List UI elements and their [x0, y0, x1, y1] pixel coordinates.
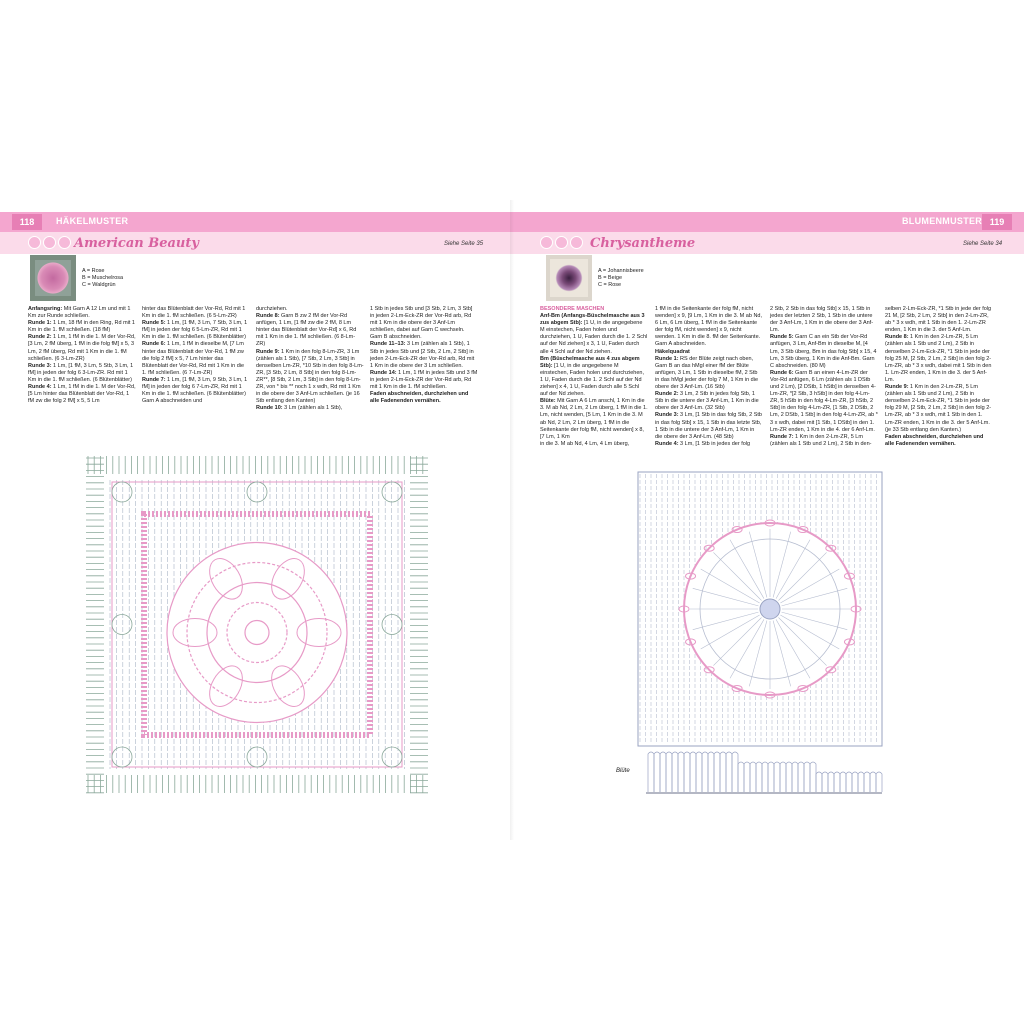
- instruction-paragraph: [28, 363, 136, 384]
- center-ring: [760, 599, 780, 619]
- instruction-paragraph: [655, 356, 763, 391]
- instruction-step-label: Runde 7:: [770, 433, 794, 440]
- instruction-step-label: Runde 8:: [885, 334, 909, 341]
- instruction-step-label: Bm (Büschelmasche aus 4 zus abgem Stb):: [540, 355, 640, 369]
- chain-loop: [822, 772, 828, 792]
- chain-loop: [798, 762, 804, 792]
- instructions-col-1-right: [540, 306, 648, 448]
- instruction-step-text: [1 U, in die angegebene M einstechen, Faden holen und durchziehen, 1 U, Faden durch die 1. 2 Schl auf der Nd ziehen] x 3, 1 U, Faden durch alle 4 Schl auf der Nd ziehen.: [540, 320, 648, 355]
- instruction-step-text: 3 Lm, [1 Stb in jedes der folg: [678, 440, 751, 447]
- page-number-left: 118: [12, 214, 42, 230]
- instruction-step-label: Runde 10:: [256, 405, 283, 412]
- instruction-paragraph: [142, 377, 250, 405]
- instruction-paragraph: [885, 384, 993, 434]
- chain-loop: [708, 752, 714, 792]
- page-number-right: 119: [982, 214, 1012, 230]
- pattern-title-right: Chrysantheme: [590, 236, 696, 251]
- chain-loop: [846, 772, 852, 792]
- instruction-step-text: 1 fM in die Seitenkante der folg fM, nicht wenden] x 9, [9 Lm, 1 Km in die 3. M ab Nd, 6 Lm, 6 Lm überg, 1 fM in die Seitenkante der folg fM, nicht wenden] x 9, nicht wenden. 1 Km in die 8. fM der Seitenkante. Garn A abschneiden.: [655, 306, 762, 348]
- instruction-paragraph: [370, 306, 478, 341]
- instruction-step-label: Häkelquadrat: [655, 348, 690, 355]
- instruction-step-text: 1 Lm, 1 fM in jedes Stb und 3 fM in jeden 2-Lm-Eck-ZR der Vor-Rd arb, Rd mit 1 Km in die 1. fM schließen.: [370, 369, 478, 391]
- chain-loop: [816, 772, 822, 792]
- instructions-col-3-right: [770, 306, 878, 448]
- instruction-step-label: Runde 2:: [655, 391, 679, 398]
- instruction-step-label: Anf-Bm (Anfangs-Büschelmasche aus 3 zus abgem Stb):: [540, 313, 645, 327]
- instruction-step-text: Garn B an einen 4-Lm-ZR der Vor-Rd anfügen, 6 Lm (zählen als 1 DStb und 2 Lm), [2 DStb, 1 hStb] in denselben 4-Lm-ZR, *[2 Stb, 3 hStb] in den folg 4-Lm-ZR, 5 hStb in den folg 4-Lm-ZR, [3 hStb, 2 Stb] in den folg 4-Lm-ZR, [1 Stb, 2 DStb, 2 Lm, 2 DStb, 1 Stb] in den folg 4-Lm-ZR, ab * 3 x wdh, dabei mit [1 Stb, 1 DStb] in den 1. Lm-ZR enden, 1 Km in die 4. der 6 Anf-Lm.: [770, 369, 878, 433]
- instruction-step-text: 1 Km in den 2-Lm-ZR, 5 Lm (zählen als 1 Stb und 2 Lm), 2 Stb in den-: [770, 433, 872, 447]
- instruction-step-text: 1 Lm, 1 fM in die 1. M der Vor-Rd, [5 Lm hinter das Blütenblatt der Vor-Rd, 1 fM zw die folg 2 fM] x 5, 5 Lm: [28, 384, 136, 405]
- chain-loop: [654, 752, 660, 792]
- instruction-step-label: Runde 1:: [655, 355, 679, 362]
- instruction-step-text: 1 Lm, 1 fM in dieselbe M, [7 Lm hinter das Blütenblatt der Vor-Rd, 1 fM zw die folg 2 fM] x 5, 7 Lm hinter das Blütenblatt der Vor-Rd, Rd mit 1 Km in die 1. fM schließen. (6 7-Lm-ZR): [142, 341, 245, 376]
- section-title-right: BLUMENMUSTER: [902, 216, 983, 226]
- chain-loop: [678, 752, 684, 792]
- chain-loop: [792, 762, 798, 792]
- instruction-step-text: 1 Km in den 2-Lm-ZR, 5 Lm (zählen als 1 Stb und 2 Lm), 2 Stb in denselben 2-Lm-Eck-ZR, *1 Stb in jede der folg 29 M, [2 Stb, 2 Lm, 2 Stb] in den folg 2-Lm-ZR, ab * 3 x wdh, mit 1 Stb in den 1. Lm-ZR enden, 1 Km in die 3. der 5 Anf-Lm. (je 33 Stb entlang den Kanten.): [885, 384, 992, 433]
- legend-item: A = Johannisbeere: [598, 268, 644, 274]
- instruction-paragraph: [540, 398, 648, 441]
- instruction-paragraph: [142, 341, 250, 376]
- instruction-step-text: 2 Stb, 2 Stb in das folg Stb] x 15, 1 Stb in jedes der letzten 2 Stb, 1 Stb in die untere der 3 Anf-Lm, 1 Km in die obere der 3 Anf-Lm.: [770, 306, 874, 334]
- swatch-flower-right: [550, 259, 588, 297]
- chain-loop: [690, 752, 696, 792]
- instruction-step-label: Runde 11–13:: [370, 341, 406, 348]
- instruction-paragraph: [540, 356, 648, 399]
- instruction-paragraph: [28, 334, 136, 362]
- instruction-paragraph: [540, 441, 648, 448]
- instruction-step-label: Runde 14:: [370, 369, 397, 376]
- instruction-step-label: Runde 5:: [142, 320, 166, 327]
- instruction-paragraph: [370, 341, 478, 369]
- swatch-photo-right: [546, 255, 592, 301]
- instruction-paragraph: [770, 334, 878, 369]
- instruction-step-text: 1 Stb in jedes Stb und [3 Stb, 2 Lm, 3 Stb] in jeden 2-Lm-Eck-ZR der Vor-Rd arb, Rd mit 1 Km in die obere der 3 Anf-Lm schließen, dabei auf Garn C wechseln. Garn B abschneiden.: [370, 306, 473, 341]
- chain-loop: [732, 752, 738, 792]
- instruction-step-text: RS der Blüte zeigt nach oben, Garn B an das hMgl einer fM der Blüte anfügen, 3 Lm, 1 Stb in dieselbe fM, 2 Stb in das hMgl jeder der folg 7 M, 1 Km in die obere der 3 Anf-Lm. (16 Stb): [655, 355, 759, 391]
- star-icon: [43, 236, 56, 249]
- instructions-col-2-right: [655, 306, 763, 448]
- instruction-paragraph: [885, 306, 993, 334]
- instruction-paragraph: [28, 320, 136, 334]
- instruction-step-text: 1 Km in den folg 8-Lm-ZR, 3 Lm (zählen als 1 Stb), [7 Stb, 2 Lm, 3 Stb] in denselben Lm-ZR, *10 Stb in den folg 8-Lm-ZR, [3 Stb, 2 Lm, 8 Stb] in den folg 8-Lm-ZR**, [8 Stb, 2 Lm, 3 Stb] in den folg 8-Lm-ZR, von * bis ** noch 1 x wdh, Rd mit 1 Km in die obere der 3 Anf-Lm schließen. (je 16 Stb entlang den Kanten): [256, 348, 364, 405]
- chain-loop: [750, 762, 756, 792]
- chain-loop: [786, 762, 792, 792]
- legend-item: A = Rose: [82, 268, 105, 274]
- star-icon: [570, 236, 583, 249]
- crochet-chart-chrysantheme: [636, 470, 884, 748]
- chain-loop: [756, 762, 762, 792]
- instruction-paragraph: [256, 313, 364, 348]
- difficulty-stars-left: [28, 236, 71, 249]
- instruction-step-text: Garn B zw 2 fM der Vor-Rd anfügen, 1 Lm, [1 fM zw die 2 fM, 8 Lm hinter das Blütenblatt der Vor-Rd] x 6, Rd mit 1 Km in die 1. fM schließen. (6 8-Lm-ZR): [256, 313, 357, 348]
- swatch-photo-left: [30, 255, 76, 301]
- instruction-paragraph: [540, 313, 648, 356]
- chain-loop: [666, 752, 672, 792]
- yarn-legend-left: [82, 268, 123, 289]
- instruction-step-label: Anfangsring:: [28, 306, 63, 312]
- instruction-step-label: Runde 4:: [655, 440, 679, 447]
- instruction-paragraph: [142, 306, 250, 320]
- instruction-step-text: 1 Lm, 18 fM in den Ring, Rd mit 1 Km in die 1. fM schließen. (18 fM): [28, 320, 135, 334]
- instruction-paragraph: [370, 370, 478, 391]
- chain-loop: [876, 772, 882, 792]
- instruction-step-text: 3 Lm, [1 Stb in das folg Stb, 2 Stb in das folg Stb] x 15, 1 Stb in das letzte Stb, 1 Stb in die untere der 3 Anf-Lm, 1 Km in die obere der 3 Anf-Lm. (48 Stb): [655, 412, 762, 440]
- instruction-step-label: Runde 5:: [770, 334, 794, 341]
- instruction-step-label: Blüte:: [540, 398, 556, 405]
- chain-loop: [720, 752, 726, 792]
- star-icon: [28, 236, 41, 249]
- instruction-paragraph: [655, 391, 763, 412]
- chain-loop: [810, 762, 816, 792]
- instruction-step-label: Runde 3:: [28, 362, 52, 369]
- instruction-paragraph: [770, 370, 878, 434]
- instruction-step-text: 1 Lm, [1 fM, 3 Lm, 7 Stb, 3 Lm, 1 fM] in jeden der folg 6 5-Lm-ZR, Rd mit 1 Km in die 1. fM schließen. (6 Blütenblätter): [142, 320, 248, 341]
- chain-loop: [852, 772, 858, 792]
- instruction-step-label: Runde 2:: [28, 334, 52, 341]
- chain-loop: [744, 762, 750, 792]
- chain-loop: [726, 752, 732, 792]
- instruction-step-text: hinter das Blütenblatt der Vor-Rd, Rd mit 1 Km in die 1. fM schließen. (6 5-Lm-ZR): [142, 306, 246, 320]
- chain-loop: [858, 772, 864, 792]
- chain-loop: [672, 752, 678, 792]
- instruction-step-label: Faden abschneiden, durchziehen und alle Fadenenden vernähen.: [885, 433, 984, 447]
- instruction-step-text: Mit Garn A 12 Lm und mit 1 Km zur Runde schließen.: [28, 306, 131, 320]
- chain-loop: [840, 772, 846, 792]
- legend-item: B = Muschelrosa: [82, 275, 124, 281]
- instruction-step-text: 1 Km in den 2-Lm-ZR, 5 Lm (zählen als 1 Stb und 2 Lm), 2 Stb in denselben 2-Lm-Eck-ZR, *1 Stb in jede der folg 25 M, [2 Stb, 2 Lm, 2 Stb] in den folg 2-Lm-ZR, ab * 3 x wdh, dabei mit 1 Stb in den 1. Lm-ZR enden, 1 Km in die 3. der 5 Anf-Lm.: [885, 334, 992, 383]
- chain-loop: [780, 762, 786, 792]
- special-stitches-heading: BESONDERE MASCHEN: [540, 306, 605, 312]
- swatch-flower-left: [35, 260, 71, 296]
- instruction-step-label: Runde 3:: [655, 412, 679, 419]
- see-reference-right: Siehe Seite 34: [963, 241, 1003, 247]
- star-icon: [540, 236, 553, 249]
- instruction-step-text: 3 Lm (zählen als 1 Stb), 1 Stb in jedes Stb und [2 Stb, 2 Lm, 2 Stb] in jeden 2-Lm-Eck-ZR der Vor-Rd arb, Rd mit 1 Km in die obere der 3 Lm schließen.: [370, 341, 475, 369]
- chain-loop: [738, 762, 744, 792]
- section-title-left: HÄKELMUSTER: [56, 216, 129, 226]
- chain-loop: [648, 752, 654, 792]
- legend-item: C = Rose: [598, 282, 622, 288]
- instruction-paragraph: [770, 306, 878, 334]
- yarn-legend-right: [598, 268, 644, 289]
- instruction-step-label: Runde 4:: [28, 384, 52, 391]
- chain-loop: [774, 762, 780, 792]
- flower-round: [245, 621, 269, 645]
- special-stitches-text: [540, 313, 648, 448]
- instruction-step-label: Runde 9:: [885, 384, 909, 391]
- star-icon: [555, 236, 568, 249]
- instruction-paragraph: [256, 349, 364, 406]
- instruction-step-text: 3 Lm, 2 Stb in jedes folg Stb, 1 Stb in die untere der 3 Anf-Lm, 1 Km in die obere der 3 Anf-Lm. (32 Stb): [655, 391, 759, 412]
- instruction-paragraph: [655, 441, 763, 448]
- chain-loop: [870, 772, 876, 792]
- instruction-step-label: Runde 1:: [28, 320, 52, 327]
- legend-item: B = Beige: [598, 275, 623, 281]
- instruction-step-text: 3 Lm (zählen als 1 Stb),: [282, 405, 343, 412]
- instructions-col-4-right: [885, 306, 993, 448]
- bluete-label: Blüte: [616, 768, 630, 774]
- gutter-shadow: [510, 200, 514, 840]
- star-icon: [58, 236, 71, 249]
- instruction-paragraph: [655, 306, 763, 349]
- instruction-step-text: durchziehen.: [256, 306, 288, 312]
- instructions-col-2-left: [142, 306, 250, 405]
- instruction-step-text: in die 3. M ab Nd, 4 Lm, 4 Lm überg,: [540, 440, 630, 447]
- instruction-step-label: Runde 7:: [142, 376, 166, 383]
- instruction-step-text: 1 Lm, 1 fM in die 1. M der Vor-Rd, [3 Lm, 2 fM überg, 1 fM in die folg fM] x 5, 3 Lm, 2 fM überg, Rd mit 1 Km in die 1. fM schließen. (6 3-Lm-ZR): [28, 334, 136, 362]
- pattern-title-left: American Beauty: [74, 236, 199, 251]
- instruction-paragraph: [655, 349, 763, 356]
- instruction-step-text: [1 U, in die angegebene M einstechen, Faden holen und durchziehen, 1 U, Faden durch die 1. 2 Schl auf der Nd ziehen] x 4, 1 U, Faden durch alle 5 Schl auf der Nd ziehen.: [540, 362, 644, 398]
- instruction-paragraph: [256, 306, 364, 313]
- instruction-paragraph: [885, 434, 993, 448]
- chain-loop: [684, 752, 690, 792]
- instruction-step-label: Runde 8:: [256, 313, 280, 320]
- instruction-paragraph: [370, 391, 478, 405]
- chain-loop: [768, 762, 774, 792]
- instruction-step-text: 1 Lm, [1 fM, 3 Lm, 5 Stb, 3 Lm, 1 fM] in jeden der folg 6 3-Lm-ZR. Rd mit 1 Km in die 1. fM schließen. (6 Blütenblätter): [28, 362, 134, 383]
- chain-loop: [696, 752, 702, 792]
- instruction-paragraph: [142, 320, 250, 341]
- chain-loop: [804, 762, 810, 792]
- crochet-chart-bluete-strip: [644, 748, 884, 798]
- instruction-step-text: 1 Lm, [1 fM, 3 Lm, 9 Stb, 3 Lm, 1 fM] in jeden der folg 6 7-Lm-ZR, Rd mit 1 Km in die 1. fM schließen. (6 Blütenblätter) Garn A abschneiden und: [142, 376, 248, 405]
- chain-loop: [834, 772, 840, 792]
- instruction-step-label: Runde 9:: [256, 348, 280, 355]
- chain-loop: [714, 752, 720, 792]
- legend-item: C = Waldgrün: [82, 282, 116, 288]
- instruction-step-text: Garn C an ein Stb der Vor-Rd anfügen, 3 Lm, Anf-Bm in dieselbe M, [4 Lm, 3 Stb überg, Bm in das folg Stb] x 15, 4 Lm, 3 Stb überg, 1 Km in die Anf-Bm. Garn C abschneiden. (80 M): [770, 334, 877, 369]
- instruction-step-label: Runde 6:: [142, 341, 166, 348]
- instruction-paragraph: [655, 412, 763, 440]
- instructions-col-1-left: [28, 306, 136, 405]
- chain-loop: [660, 752, 666, 792]
- instruction-paragraph: [28, 306, 136, 320]
- crochet-chart-american-beauty: [82, 452, 432, 797]
- see-reference-left: Siehe Seite 35: [444, 241, 484, 247]
- chain-loop: [828, 772, 834, 792]
- instruction-step-label: Runde 6:: [770, 369, 794, 376]
- instruction-paragraph: [28, 384, 136, 405]
- instruction-paragraph: [256, 405, 364, 412]
- instruction-paragraph: [885, 334, 993, 384]
- instruction-step-label: Faden abschneiden, durchziehen und alle Fadenenden vernähen.: [370, 391, 469, 405]
- difficulty-stars-right: [540, 236, 583, 249]
- instructions-col-3-left: [256, 306, 364, 412]
- chain-loop: [702, 752, 708, 792]
- instructions-col-4-left: [370, 306, 478, 405]
- chain-loop: [762, 762, 768, 792]
- instruction-step-text: selben 2-Lm-Eck-ZR, *1 Stb in jede der folg 21 M, [2 Stb, 2 Lm, 2 Stb] in den 2-Lm-ZR, ab * 3 x wdh, mit 1 Stb in den 1. 2-Lm-ZR enden, 1 Km in die 3. der 5 Anf-Lm.: [885, 306, 992, 334]
- instruction-paragraph: [770, 434, 878, 448]
- chain-loop: [864, 772, 870, 792]
- instruction-step-text: Mit Garn A 6 Lm anschl, 1 Km in die 3. M ab Nd, 2 Lm, 2 Lm überg, 1 fM in die 1. Lm, nicht wenden, [5 Lm, 1 Km in die 3. M ab Nd, 2 Lm, 2 Lm überg, 1 fM in die Seitenkante der folg fM, nicht wenden] x 8, [7 Lm, 1 Km: [540, 398, 648, 440]
